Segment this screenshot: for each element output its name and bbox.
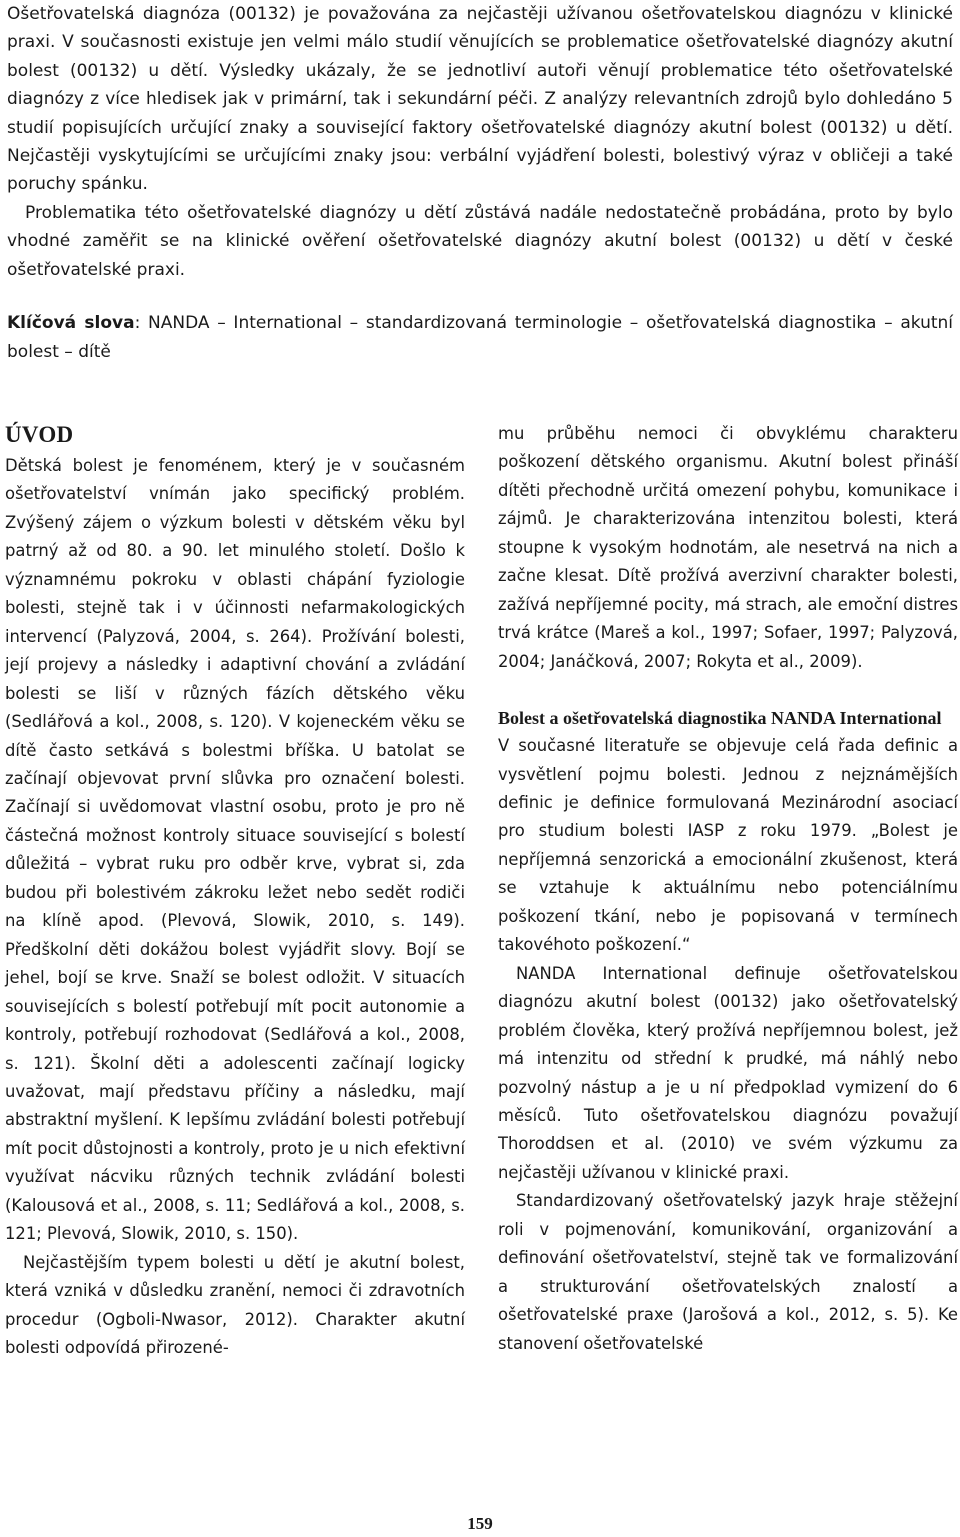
page-number: 159: [467, 1514, 493, 1533]
left-column: [5, 420, 465, 1363]
abstract: [7, 0, 953, 284]
right-column: [498, 420, 958, 1358]
intro-paragraph-2-start: Nejčastějším typem bolesti u dětí je akutní bolest, která vzniká v důsledku zranění, nemoci či zdravotních procedur (Ogboli-Nwasor, 2012). Charakter akutní bolesti odpovídá přirozené-: [5, 1252, 465, 1358]
section-title-intro: ÚVOD: [5, 422, 74, 447]
section-title-pain-nanda: Bolest a ošetřovatelská diagnostika NANDA International: [498, 708, 942, 729]
keywords: [7, 309, 953, 367]
abstract-paragraph: Ošetřovatelská diagnóza (00132) je považována za nejčastěji užívanou ošetřovatelskou diagnózu v klinické praxi. V současnosti existuje jen velmi málo studií věnujících se problematice ošetřovatelské diagnózy akutní bolest (00132) u dětí. Výsledky ukázaly, že se jednotliví autoři věnují problematice této ošetřovatelské diagnózy z více hledisek jak v primární, tak i sekundární péči. Z analýzy relevantních zdrojů bylo dohledáno 5 studií popisujících určující znaky a související faktory ošetřovatelské diagnózy akutní bolest (00132) u dětí. Nejčastěji vyskytujícími se určujícími znaky jsou: verbální vyjádření bolesti, bolestivý výraz v obličeji a také poruchy spánku.: [7, 4, 953, 195]
section2-paragraph: NANDA International definuje ošetřovatelskou diagnózu akutní bolest (00132) jako ošetřovatelský problém člověka, který prožívá nepříjemnou bolest, jež má intenzitu od střední k prudké, má náhlý nebo pozvolný nástup a je u ní předpoklad vymizení do 6 měsíců. Tuto ošetřovatelskou diagnózu považují Thoroddsen et al. (2010) ve svém výzkumu za nejčastěji užívanou v klinické praxi.: [498, 963, 958, 1182]
abstract-paragraph: Problematika této ošetřovatelské diagnózy u dětí zůstává nadále nedostatečně probádána, proto by bylo vhodné zaměřit se na klinické ověření ošetřovatelské diagnózy akutní bolest (00132) u dětí v české ošetřovatelské praxi.: [7, 202, 953, 280]
keywords-label: Klíčová slova: [7, 313, 135, 333]
section2-paragraph: V současné literatuře se objevuje celá řada definic a vysvětlení pojmu bolesti. Jednou z nejznámějších definic je definice formulovaná Mezinárodní asociací pro studium bolesti IASP z roku 1979. „Bolest je nepříjemná senzorická a emocionální zkušenost, která se vztahuje k aktuálnímu nebo potenciálnímu poškození tkání, nebo je popisovaná v termínech takovéhoto poškození.“: [498, 736, 958, 955]
section2-paragraph: Standardizovaný ošetřovatelský jazyk hraje stěžejní roli v pojmenování, komunikování, organizování a definování ošetřovatelství, stejně tak ve formalizování a strukturování ošetřovatelských znalostí a ošetřovatelské praxe (Jarošová a kol., 2012, s. 5). Ke stanovení ošetřovatelské: [498, 1191, 958, 1353]
keywords-text: : NANDA – International – standardizovaná terminologie – ošetřovatelská diagnostika – akutní bolest – dítě: [7, 313, 954, 362]
intro-paragraph: Dětská bolest je fenoménem, který je v současném ošetřovatelství vnímán jako specifický problém. Zvýšený zájem o výzkum bolesti v dětském věku byl patrný až od 80. a 90. let minulého století. Došlo k významnému pokroku v oblasti chápání fyziologie bolesti, stejně tak i v účinnosti nefarmakologických intervencí (Palyzová, 2004, s. 264). Prožívání bolesti, její projevy a následky i adaptivní chování a zvládání bolesti se liší v různých fázích dětského věku (Sedlářová a kol., 2008, s. 120). V kojeneckém věku se dítě často setkává s bolestmi bříška. U batolat se začínají objevovat první slůvka pro označení bolesti. Začínají si uvědomovat vlastní osobu, proto je pro ně částečná možnost kontroly situace související s bolestí důležitá – vybrat ruku pro odběr krve, vybrat si, zda budou při bolestivém zákroku ležet nebo sedět rodiči na klíně apod. (Plevová, Slowik, 2010, s. 149). Předškolní děti dokážou bolest vyjádřit slovy. Bojí se jehel, bojí se krve. Snaží se bolest odložit. V situacích souvisejících s bolestí potřebují mít pocit autonomie a kontroly, potřebují rozhodovat (Sedlářová a kol., 2008, s. 121). Školní děti a adolescenti začínají logicky uvažovat, mají představu příčiny a následku, mají abstraktní myšlení. K lepšímu zvládání bolesti potřebují mít pocit důstojnosti a kontroly, proto je u nich efektivní využívat nácviku různých technik zvládání bolesti (Kalousová et al., 2008, s. 11; Sedlářová a kol., 2008, s. 121; Plevová, Slowik, 2010, s. 150).: [5, 456, 465, 1244]
intro-paragraph-2-end: mu průběhu nemoci či obvyklému charakteru poškození dětského organismu. Akutní bolest přináší dítěti přechodně určitá omezení pohybu, komunikace i zájmů. Je charakterizována intenzitou bolesti, která stoupne k vysokým hodnotám, ale nesetrvá na nich a začne klesat. Dítě prožívá averzivní charakter bolesti, zažívá nepříjemné pocity, má strach, ale emoční distres trvá krátce (Mareš a kol., 1997; Sofaer, 1997; Palyzová, 2004; Janáčková, 2007; Rokyta et al., 2009).: [498, 424, 958, 671]
